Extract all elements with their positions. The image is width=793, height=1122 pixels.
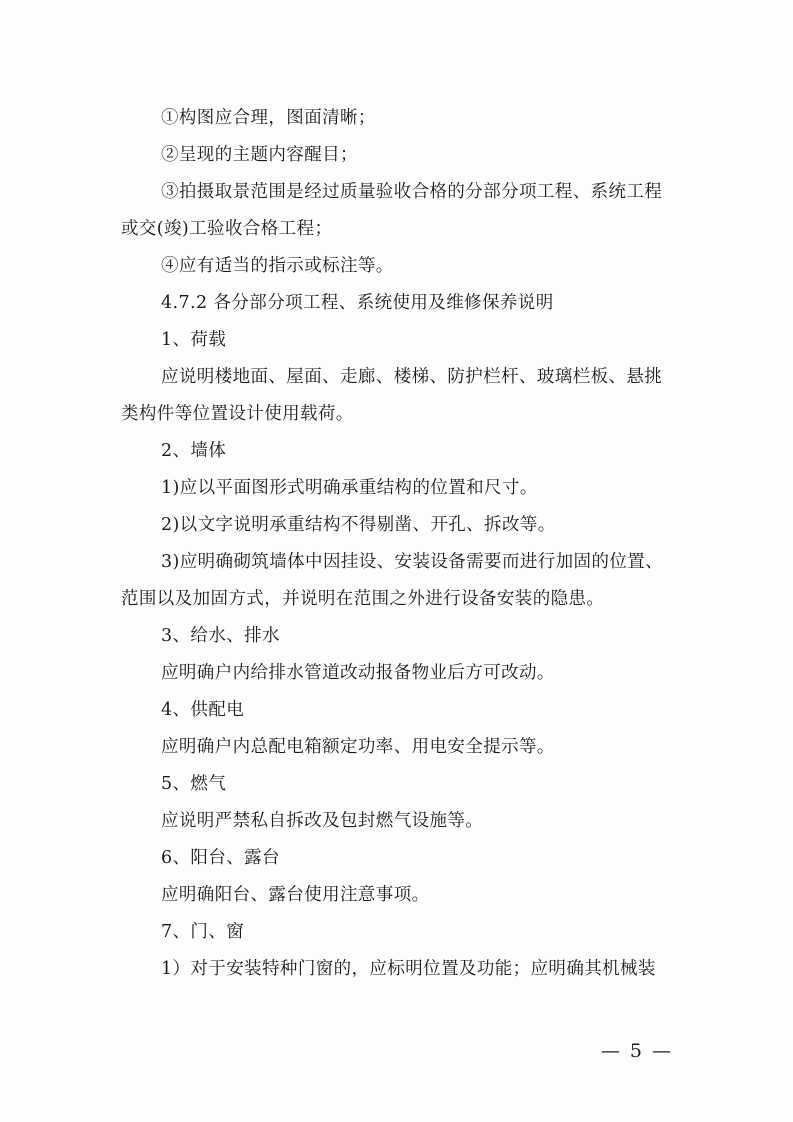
- text-line: 应明确户内给排水管道改动报备物业后方可改动。: [161, 663, 555, 683]
- section-heading: 4.7.2 各分部分项工程、系统使用及维修保养说明: [161, 293, 554, 313]
- text-line: ①构图应合理，图面清晰；: [161, 108, 376, 128]
- text-line: 应明确阳台、露台使用注意事项。: [161, 885, 430, 905]
- body-text: [121, 100, 681, 988]
- text-line: 3)应明确砌筑墙体中因挂设、安装设备需要而进行加固的位置、: [161, 552, 664, 572]
- text-line: 应明确户内总配电箱额定功率、用电安全提示等。: [161, 737, 555, 757]
- text-line: 2)以文字说明承重结构不得剔凿、开孔、拆改等。: [161, 515, 556, 535]
- text-line: ④应有适当的指示或标注等。: [161, 256, 394, 276]
- subsection-heading: 4、供配电: [161, 700, 245, 720]
- text-line: 1)应以平面图形式明确承重结构的位置和尺寸。: [161, 478, 538, 498]
- subsection-heading: 1、荷载: [161, 330, 227, 350]
- text-line: ②呈现的主题内容醒目；: [161, 145, 358, 165]
- page-number: — 5 —: [600, 1040, 673, 1062]
- text-line: 1）对于安装特种门窗的，应标明位置及功能；应明确其机械装: [161, 959, 656, 979]
- text-line: 或交(竣)工验收合格工程；: [121, 219, 333, 239]
- subsection-heading: 2、墙体: [161, 441, 227, 461]
- text-line: 类构件等位置设计使用载荷。: [121, 404, 354, 424]
- text-line: ③拍摄取景范围是经过质量验收合格的分部分项工程、系统工程: [161, 182, 663, 202]
- subsection-heading: 6、阳台、露台: [161, 848, 280, 868]
- text-line: 范围以及加固方式，并说明在范围之外进行设备安装的隐患。: [121, 589, 605, 609]
- subsection-heading: 7、门、窗: [161, 922, 245, 942]
- subsection-heading: 3、给水、排水: [161, 626, 280, 646]
- text-line: 应说明楼地面、屋面、走廊、楼梯、防护栏杆、玻璃栏板、悬挑: [161, 367, 663, 387]
- text-line: 应说明严禁私自拆改及包封燃气设施等。: [161, 811, 484, 831]
- subsection-heading: 5、燃气: [161, 774, 227, 794]
